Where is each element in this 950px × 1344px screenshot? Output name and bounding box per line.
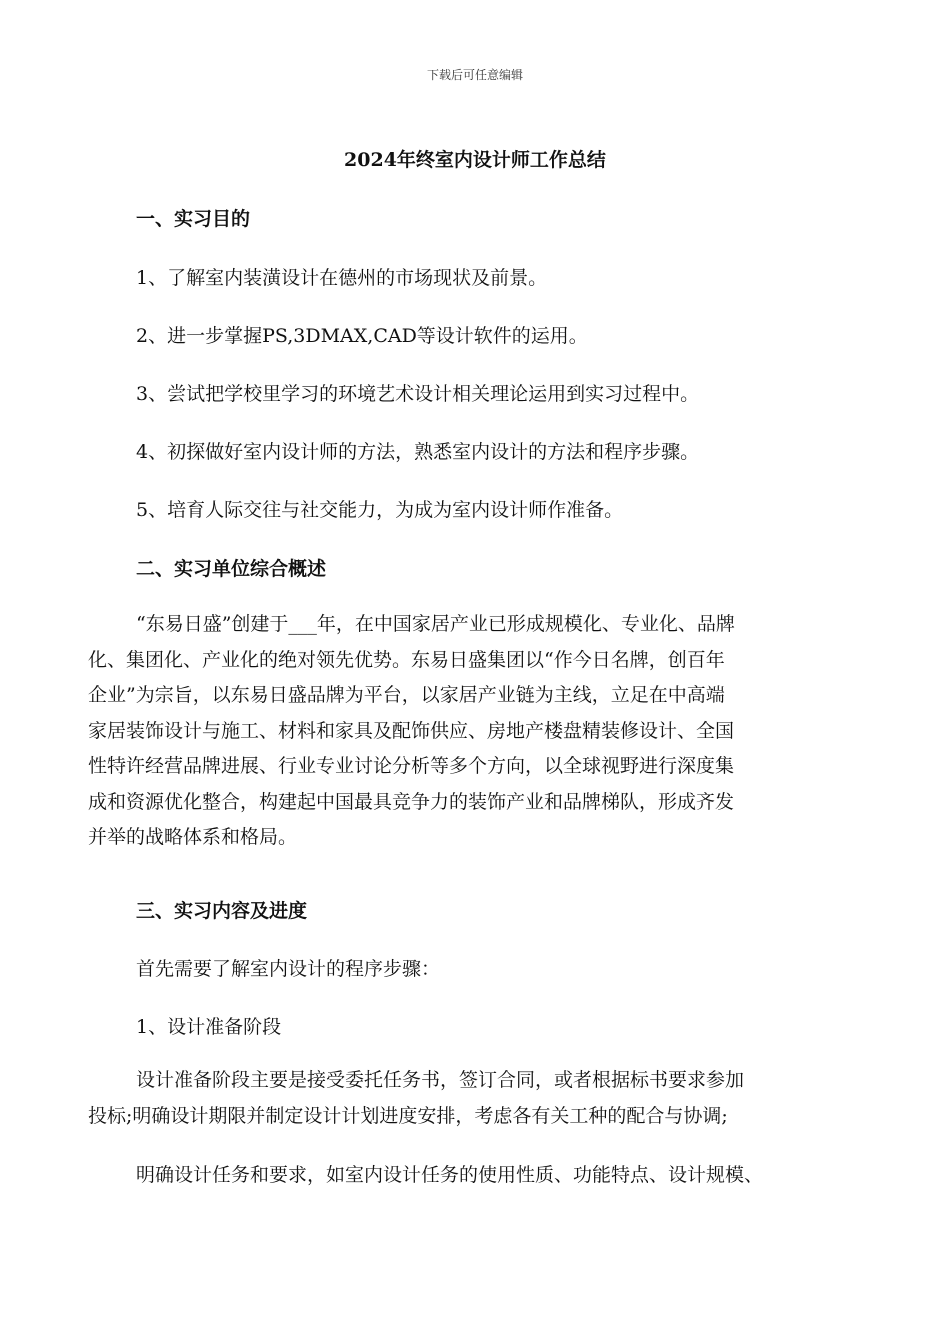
- header-note: 下载后可任意编辑: [426, 68, 523, 82]
- paragraph-line: 明确设计任务和要求，如室内设计任务的使用性质、功能特点、设计规模、: [136, 1164, 764, 1186]
- section3-heading: 三、实习内容及进度: [136, 900, 308, 922]
- paragraph-line: 成和资源优化整合，构建起中国最具竞争力的装饰产业和品牌梯队，形成齐发: [88, 790, 735, 813]
- section2-paragraph: [88, 607, 868, 856]
- paragraph-line: “东易日盛”创建于___年，在中国家居产业已形成规模化、专业化、品牌: [136, 613, 735, 635]
- section1-item-4: 4、初探做好室内设计师的方法，熟悉室内设计的方法和程序步骤。: [136, 441, 700, 463]
- section3-paragraph-1: [88, 1063, 868, 1134]
- paragraph-line: 家居装饰设计与施工、材料和家具及配饰供应、房地产楼盘精装修设计、全国: [88, 719, 735, 742]
- paragraph-line: 企业”为宗旨，以东易日盛品牌为平台，以家居产业链为主线，立足在中高端: [88, 684, 725, 706]
- section3-step-1: 1、设计准备阶段: [136, 1016, 282, 1038]
- section3-intro: 首先需要了解室内设计的程序步骤：: [136, 958, 441, 980]
- section1-item-1: 1、了解室内装潢设计在德州的市场现状及前景。: [136, 267, 548, 289]
- section1-item-3: 3、尝试把学校里学习的环境艺术设计相关理论运用到实习过程中。: [136, 383, 700, 405]
- section1-item-2: 2、进一步掌握PS,3DMAX,CAD等设计软件的运用。: [136, 325, 588, 347]
- section3-paragraph-2: [88, 1158, 868, 1194]
- paragraph-line: 设计准备阶段主要是接受委托任务书，签订合同，或者根据标书要求参加: [136, 1069, 745, 1091]
- section1-item-5: 5、培育人际交往与社交能力，为成为室内设计师作准备。: [136, 499, 624, 521]
- paragraph-line: 性特许经营品牌进展、行业专业讨论分析等多个方向，以全球视野进行深度集: [88, 755, 735, 777]
- paragraph-line: 投标;明确设计期限并制定设计计划进度安排，考虑各有关工种的配合与协调;: [88, 1104, 728, 1127]
- section2-heading: 二、实习单位综合概述: [136, 558, 327, 580]
- document-title: 2024年终室内设计师工作总结: [344, 149, 606, 171]
- section1-heading: 一、实习目的: [136, 208, 251, 230]
- paragraph-line: 并举的战略体系和格局。: [88, 826, 298, 848]
- paragraph-line: 化、集团化、产业化的绝对领先优势。东易日盛集团以“作今日名牌，创百年: [88, 648, 725, 671]
